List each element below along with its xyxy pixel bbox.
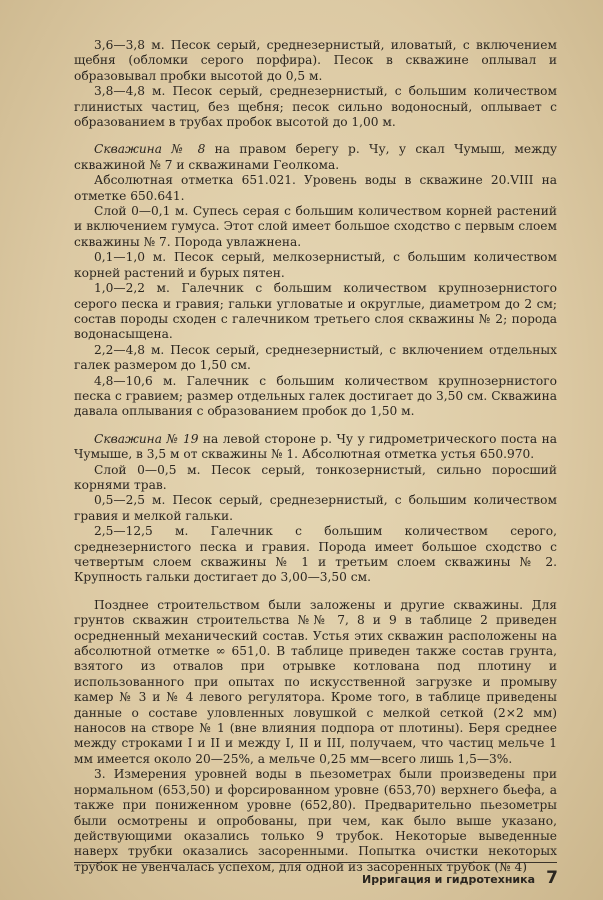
- body-text: [74, 38, 557, 875]
- paragraph-well-8: Скважина № 8 на правом берегу р. Чу, у скал Чумыш, между скважиной № 7 и скважинами Геолкома.: [74, 142, 557, 172]
- paragraph-14: Позднее строительством были заложены и другие скважины. Для грунтов скважин строительства №№ 7, 8 и 9 в таблице 2 приведен осредненный механический состав. Устья этих скважин расположены на абсолютной отметке ∞ 651,0. В таблице приведен также состав грунта, взятого из отвалов при отрывке котлована под плотину и использованного при опытах по искусственной загрузке и промыву камер № 3 и № 4 левого регулятора. Кроме того, в таблице приведены данные о составе уловленных ловушкой с мелкой сеткой (2×2 мм) наносов на створе № 1 (вне влияния подпора от плотины). Беря среднее между строками I и II и между I, II и III, получаем, что частиц мельче 1 мм имеется около 20—25%, а мельче 0,25 мм—всего лишь 1,5—3%.: [74, 597, 557, 766]
- paragraph-5: Слой 0—0,1 м. Супесь серая с большим количеством корней растений и включением гумуса. Этот слой имеет большое сходство с первым слоем скважины № 7. Порода увлажнена.: [74, 204, 557, 249]
- paragraph-6: 0,1—1,0 м. Песок серый, мелкозернистый, с большим количеством корней растений и бурых пятен.: [74, 250, 557, 280]
- well-heading: Скважина № 8: [94, 142, 206, 157]
- page-number: 7: [546, 868, 558, 888]
- paragraph-11: Слой 0—0,5 м. Песок серый, тонкозернистый, сильно поросший корнями трав.: [74, 462, 557, 492]
- paragraph-13: 2,5—12,5 м. Галечник с большим количеством серого, среднезернистого песка и гравия. Порода имеет большое сходство с четвертым слоем скважины № 1 и третьим слоем скважины № 2. Крупность гальки достигает до 3,00—3,50 см.: [74, 524, 557, 585]
- footer-divider: [74, 862, 557, 863]
- journal-title: Ирригация и гидротехника: [362, 873, 536, 886]
- paragraph-15: 3. Измерения уровней воды в пьезометрах были произведены при нормальном (653,50) и форсированном уровне (653,70) верхнего бьефа, а также при пониженном уровне (652,80). Предварительно пьезометры были осмотрены и опробованы, при чем, как было выше указано, действующими оказались только 9 трубок. Некоторые выведенные наверх трубки оказались засоренными. Попытка очистки некоторых трубок не увенчалась успехом, для одной из засоренных трубок (№ 4): [74, 767, 557, 874]
- paragraph-4: Абсолютная отметка 651.021. Уровень воды в скважине 20.VIII на отметке 650.641.: [74, 173, 557, 203]
- paragraph-well-19: Скважина № 19 на левой стороне р. Чу у гидрометрического поста на Чумыше, в 3,5 м от скважины № 1. Абсолютная отметка устья 650.970.: [74, 431, 557, 462]
- paragraph-1: 3,6—3,8 м. Песок серый, среднезернистый, иловатый, с включением щебня (обломки серого порфира). Песок в скважине оплывал и образовывал пробки высотой до 0,5 м.: [74, 38, 557, 83]
- well-heading: Скважина № 19: [94, 431, 199, 446]
- paragraph-9: 4,8—10,6 м. Галечник с большим количеством крупнозернистого песка с гравием; размер отдельных галек достигает до 3,50 см. Скважина давала оплывания с образованием пробок до 1,50 м.: [74, 373, 557, 419]
- paragraph-12: 0,5—2,5 м. Песок серый, среднезернистый, с большим количеством гравия и мелкой гальки.: [74, 493, 557, 523]
- paragraph-2: 3,8—4,8 м. Песок серый, среднезернистый, с большим количеством глинистых частиц, без щебня; песок сильно водоносный, оплывает с образованием в трубах пробок высотой до 1,00 м.: [74, 84, 557, 130]
- page-footer: [362, 868, 558, 888]
- paragraph-7: 1,0—2,2 м. Галечник с большим количеством крупнозернистого серого песка и гравия; гальки угловатые и округлые, диаметром до 2 см; состав породы сходен с галечником третьего слоя скважины № 2; порода водонасыщена.: [74, 281, 557, 342]
- paragraph-8: 2,2—4,8 м. Песок серый, среднезернистый, с включением отдельных галек размером до 1,50 см.: [74, 342, 557, 373]
